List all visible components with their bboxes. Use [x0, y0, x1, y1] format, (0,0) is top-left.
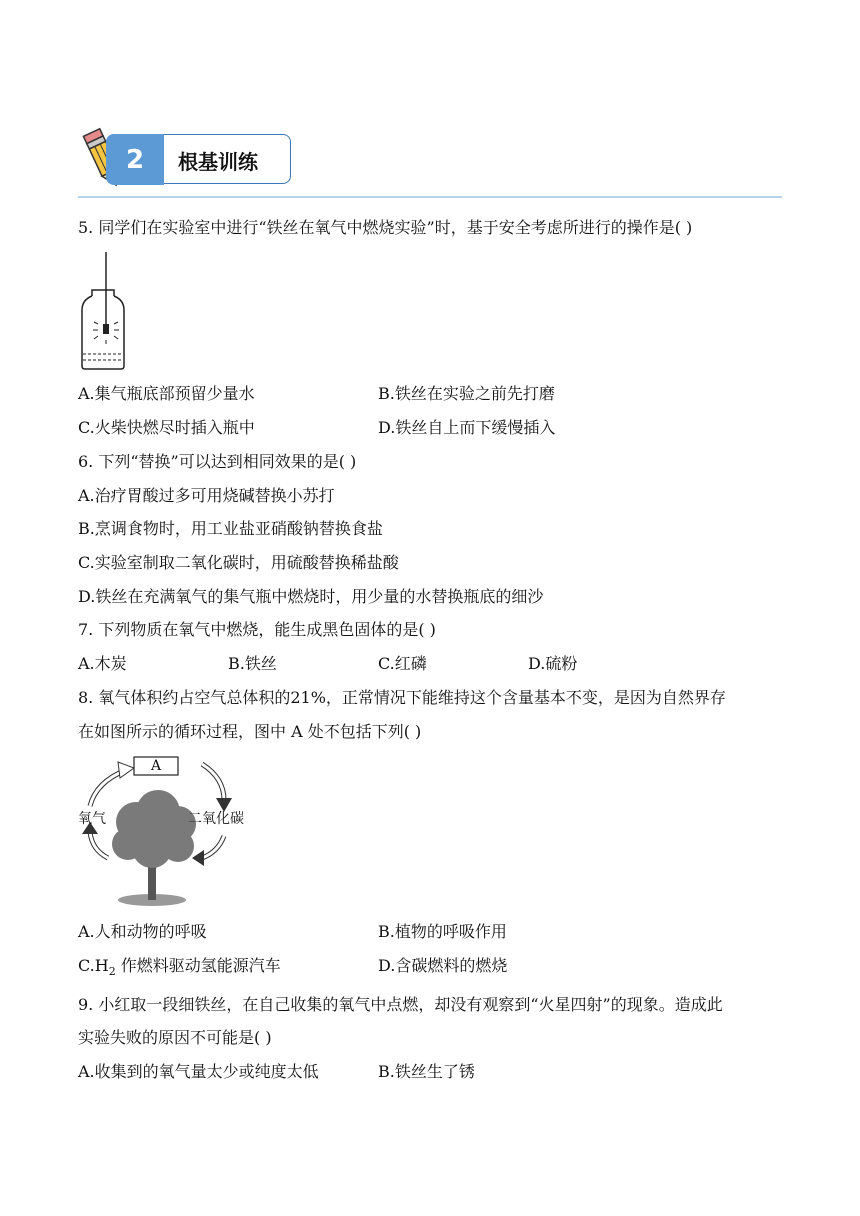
diagram-co2-label: 二氧化碳 — [188, 811, 244, 827]
question-8-option-b: B.植物的呼吸作用 — [378, 922, 507, 941]
question-9-option-a: A.收集到的氧气量太少或纯度太低 — [78, 1062, 319, 1081]
question-9-option-b: B.铁丝生了锈 — [378, 1062, 475, 1081]
question-8-option-d: D.含碳燃料的燃烧 — [378, 956, 508, 975]
question-6-stem: 6. 下列“替换”可以达到相同效果的是( ) — [78, 452, 357, 471]
option-c-rest: 作燃料驱动氢能源汽车 — [115, 956, 281, 975]
section-number: 2 — [106, 134, 164, 185]
question-5-option-b: B.铁丝在实验之前先打磨 — [378, 384, 555, 403]
question-5-option-c: C.火柴快燃尽时插入瓶中 — [78, 418, 255, 437]
oxygen-cycle-diagram — [78, 752, 258, 912]
header-divider — [78, 196, 782, 198]
question-5-stem: 5. 同学们在实验室中进行“铁丝在氧气中燃烧实验”时，基于安全考虑所进行的操作是( ) — [78, 218, 693, 237]
diagram-box-label: A — [150, 758, 162, 774]
question-6-option-a: A.治疗胃酸过多可用烧碱替换小苏打 — [78, 486, 335, 505]
question-5-option-a: A.集气瓶底部预留少量水 — [78, 384, 255, 403]
question-7-stem: 7. 下列物质在氧气中燃烧，能生成黑色固体的是( ) — [78, 620, 436, 639]
question-9-stem-line2: 实验失败的原因不可能是( ) — [78, 1028, 272, 1047]
question-6-option-c: C.实验室制取二氧化碳时，用硫酸替换稀盐酸 — [78, 553, 399, 572]
question-9-stem-line1: 9. 小红取一段细铁丝，在自己收集的氧气中点燃，却没有观察到“火星四射”的现象。造成此 — [78, 995, 723, 1014]
cycle-graphic — [78, 752, 258, 912]
question-6-option-b: B.烹调食物时，用工业盐亚硝酸钠替换食盐 — [78, 519, 383, 538]
gas-jar-diagram — [78, 250, 128, 372]
question-8-option-a: A.人和动物的呼吸 — [78, 922, 207, 941]
diagram-oxygen-label: 氧气 — [78, 811, 106, 827]
question-6-option-d: D.铁丝在充满氧气的集气瓶中燃烧时，用少量的水替换瓶底的细沙 — [78, 587, 544, 606]
question-8-option-c — [78, 956, 281, 982]
question-8-stem-line2: 在如图所示的循环过程，图中 A 处不包括下列( ) — [78, 722, 422, 741]
question-7-option-c: C.红磷 — [378, 654, 427, 673]
question-7-option-a: A.木炭 — [78, 654, 127, 673]
question-5-option-d: D.铁丝自上而下缓慢插入 — [378, 418, 556, 437]
question-8-stem-line1: 8. 氧气体积约占空气总体积的21%，正常情况下能维持这个含量基本不变，是因为自然界存 — [78, 688, 726, 707]
section-title: 根基训练 — [178, 150, 258, 174]
question-7-option-d: D.硫粉 — [528, 654, 578, 673]
question-7-option-b: B.铁丝 — [228, 654, 277, 673]
option-c-subscript: 2 — [108, 965, 116, 978]
option-c-prefix: C.H — [78, 956, 109, 975]
